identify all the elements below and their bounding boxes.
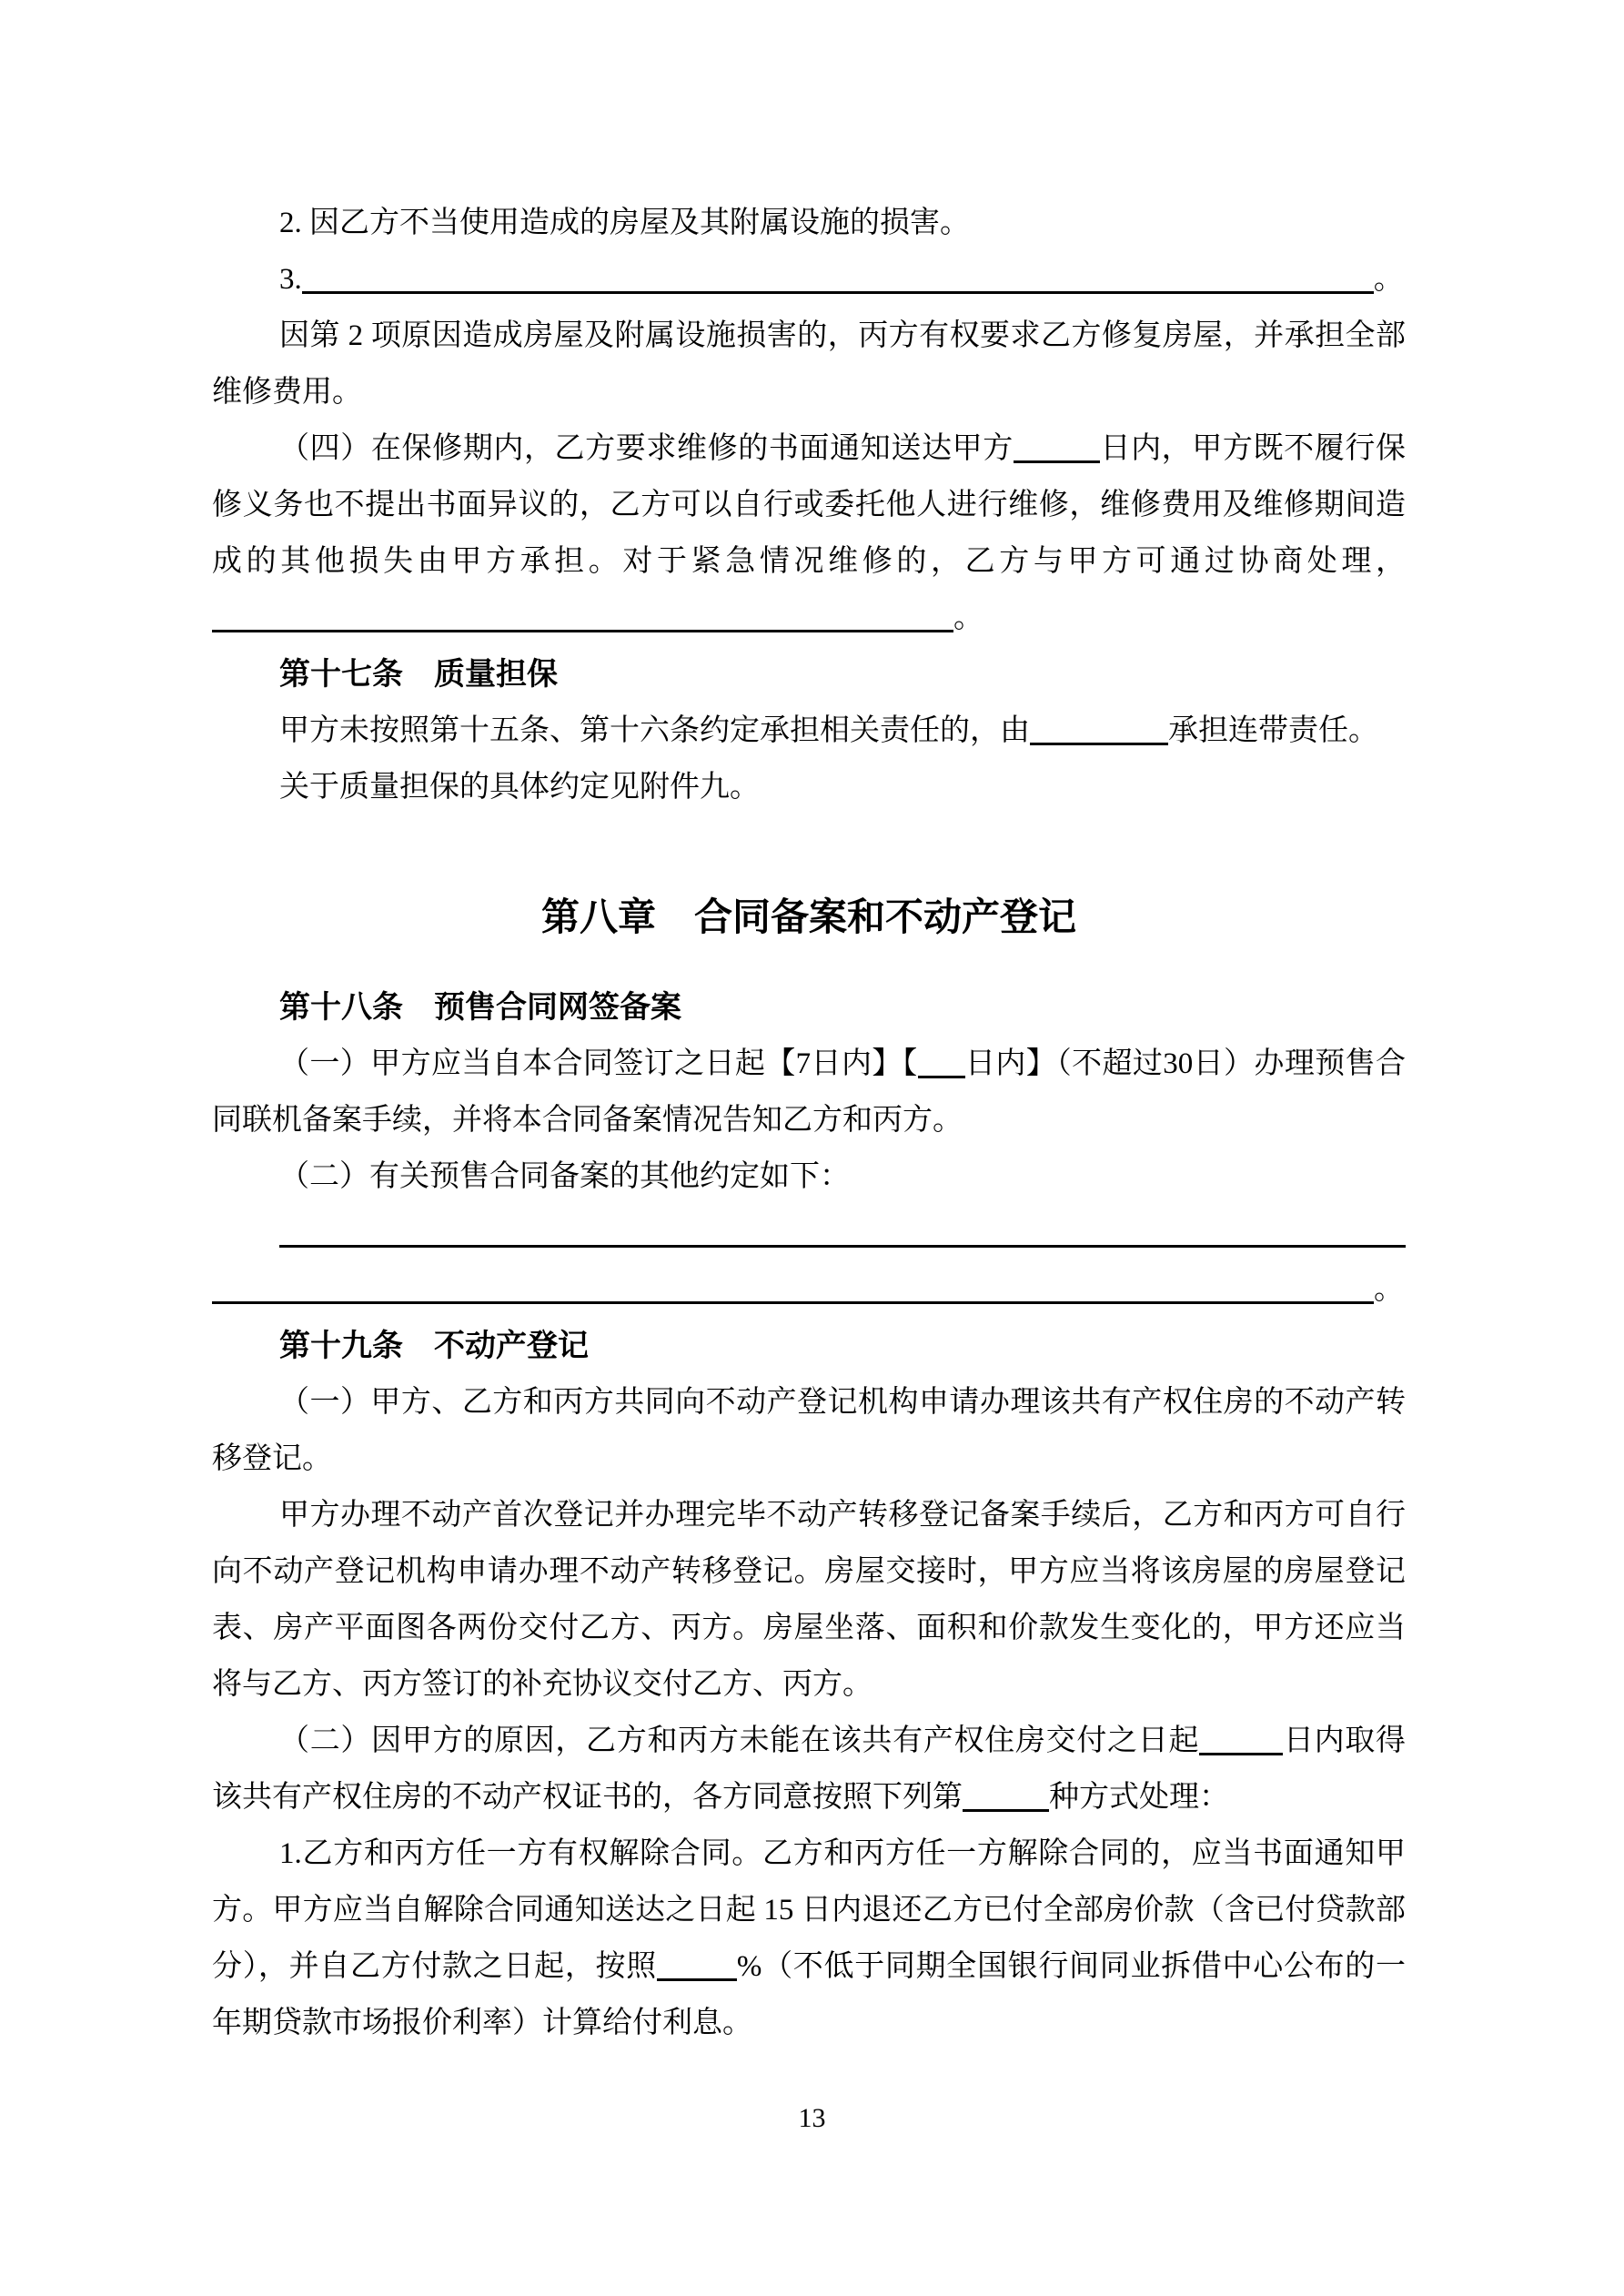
blank-field [918, 1070, 965, 1078]
paragraph-article19-2-text-b: 日内取得该共有产权住房的不动产权证书的，各方同意按照下列第 [212, 1725, 1407, 1814]
paragraph-article19-3 [212, 1826, 1406, 2051]
blank-field [1014, 455, 1100, 463]
blank-field [302, 286, 1374, 294]
page-number-text: 13 [798, 2103, 826, 2133]
paragraph-article18-2 [212, 1148, 1406, 1205]
page-number [0, 2100, 1624, 2137]
paragraph-article19-1b [212, 1487, 1406, 1713]
paragraph-warranty-4-text-b: 日内，甲方既不履行保修义务也不提出书面异议的，乙方可以自行或委托他人进行维修，维修费用及维修期间造成的其他损失由甲方承担。对于紧急情况维修的，乙方与甲方可通过协商处理， [212, 432, 1407, 578]
blank-field [657, 1973, 737, 1981]
article-19-heading-text: 第十九条 不动产登记 [279, 1329, 589, 1363]
paragraph-article19-2-text-c: 种方式处理： [1049, 1781, 1229, 1814]
blank-field [1199, 1747, 1283, 1755]
paragraph-article18-1-text-a: （一）甲方应当自本合同签订之日起【7日内】【 [279, 1047, 918, 1080]
chapter-8-heading [212, 881, 1406, 954]
clause-item-2-text: 2. 因乙方不当使用造成的房屋及其附属设施的损害。 [279, 207, 970, 239]
clause-item-3-number: 3. [279, 263, 302, 296]
blank-field [212, 1296, 1374, 1304]
paragraph-article19-3-text-a: 1.乙方和丙方任一方有权解除合同。乙方和丙方任一方解除合同的，应当书面通知甲方。甲方应当自解除合同通知送达之日起 15 日内退还乙方已付全部房价款（含已付贷款部分），并自乙方付款之日起，按照 [212, 1837, 1406, 1983]
article-17-heading [212, 646, 1406, 703]
period-mark: 。 [1373, 263, 1404, 296]
paragraph-article19-3-text-b: %（不低于同期全国银行间同业拆借中心公布的一年期贷款市场报价利率）计算给付利息。 [212, 1950, 1406, 2039]
paragraph-article19-1-text: （一）甲方、乙方和丙方共同向不动产登记机构申请办理该共有产权住房的不动产转移登记。 [212, 1386, 1406, 1475]
paragraph-article18-2-text: （二）有关预售合同备案的其他约定如下： [279, 1160, 850, 1193]
paragraph-article17-note [212, 759, 1406, 815]
paragraph-article18-1 [212, 1036, 1406, 1148]
clause-item-3 [212, 251, 1406, 308]
paragraph-article17-liability [212, 703, 1406, 759]
fill-in-line-2 [212, 1261, 1406, 1318]
period-mark: 。 [1374, 1273, 1404, 1306]
blank-field [279, 1239, 1406, 1248]
paragraph-warranty-4-text-a: （四）在保修期内，乙方要求维修的书面通知送达甲方 [279, 432, 1014, 465]
paragraph-article17-text-b: 承担连带责任。 [1168, 714, 1378, 747]
paragraph-article19-2-text-a: （二）因甲方的原因，乙方和丙方未能在该共有产权住房交付之日起 [279, 1725, 1200, 1757]
paragraph-article19-2 [212, 1713, 1406, 1826]
blank-field [212, 624, 953, 632]
period-mark: 。 [953, 602, 983, 634]
fill-in-line-1 [212, 1205, 1406, 1261]
paragraph-warranty-4 [212, 420, 1406, 646]
article-18-heading-text: 第十八条 预售合同网签备案 [279, 990, 681, 1025]
blank-field [1030, 737, 1168, 745]
paragraph-article17-note-text: 关于质量担保的具体约定见附件九。 [279, 771, 760, 804]
chapter-8-heading-text: 第八章 合同备案和不动产登记 [540, 895, 1076, 938]
blank-field [963, 1804, 1049, 1812]
clause-item-2 [212, 195, 1406, 251]
article-19-heading [212, 1318, 1406, 1374]
paragraph-repair-cause-text: 因第 2 项原因造成房屋及附属设施损害的，丙方有权要求乙方修复房屋，并承担全部维修费用。 [212, 319, 1406, 409]
article-18-heading [212, 979, 1406, 1036]
page-content [212, 195, 1406, 2051]
paragraph-article18-1-text-b: 日内】（不超过30日）办理预售合同联机备案手续，并将本合同备案情况告知乙方和丙方。 [212, 1047, 1407, 1137]
paragraph-article19-1b-text: 甲方办理不动产首次登记并办理完毕不动产转移登记备案手续后，乙方和丙方可自行向不动产登记机构申请办理不动产转移登记。房屋交接时，甲方应当将该房屋的房屋登记表、房产平面图各两份交付乙方、丙方。房屋坐落、面积和价款发生变化的，甲方还应当将与乙方、丙方签订的补充协议交付乙方、丙方。 [212, 1499, 1406, 1701]
article-17-heading-text: 第十七条 质量担保 [279, 657, 558, 692]
paragraph-repair-cause [212, 308, 1406, 420]
paragraph-article17-text-a: 甲方未按照第十五条、第十六条约定承担相关责任的，由 [279, 714, 1030, 747]
paragraph-article19-1 [212, 1374, 1406, 1487]
